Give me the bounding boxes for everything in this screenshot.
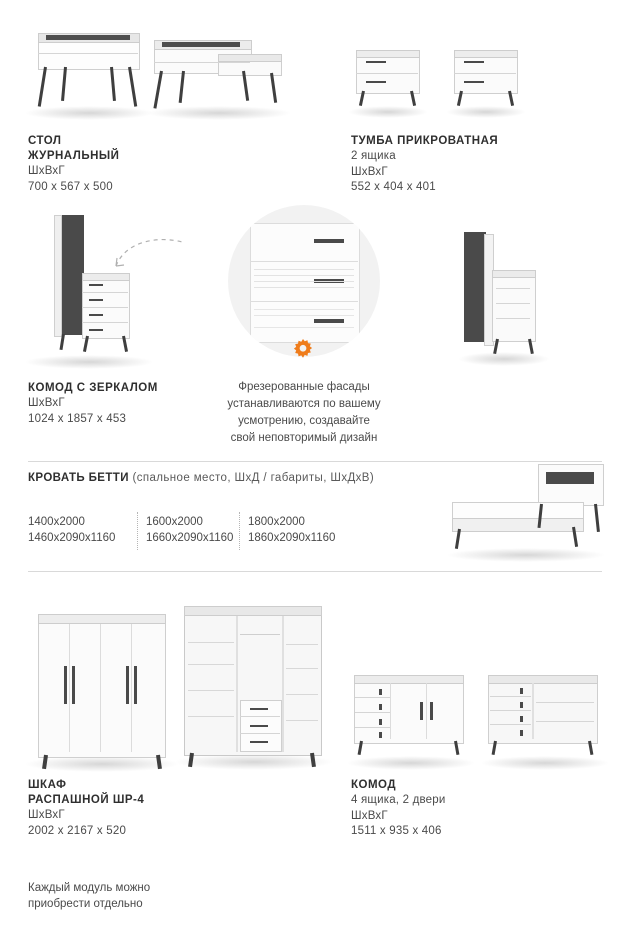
bed-divider-1 [137, 512, 138, 550]
footer-note-line-2: приобрести отдельно [28, 898, 143, 910]
coffee-table-spec-label: ШхВхГ [28, 165, 65, 177]
bed-sleeping-area-3: 1800x2000 [248, 516, 305, 528]
footer-note [28, 880, 288, 912]
wardrobe-closed-illustration [28, 610, 174, 770]
bed-section-title: КРОВАТЬ БЕТТИ [28, 472, 129, 484]
coffee-table-illustration [24, 18, 154, 118]
bed-overall-3: 1860x2090x1160 [248, 532, 336, 544]
bed-section-heading [28, 472, 508, 484]
wardrobe-title-line1: ШКАФ [28, 779, 67, 791]
dresser-with-mirror-title: КОМОД С ЗЕРКАЛОМ [28, 382, 158, 394]
dresser-with-mirror-dimensions: 1024 x 1857 x 453 [28, 412, 127, 425]
wardrobe-spec-label: ШхВхГ [28, 809, 65, 821]
caption-coffee-table [28, 134, 228, 195]
wardrobe-dimensions: 2002 x 2167 x 520 [28, 824, 127, 837]
bed-size-column-3 [248, 514, 358, 546]
chest-of-drawers-dimensions: 1511 x 935 x 406 [351, 825, 442, 837]
bed-overall-2: 1660x2090x1160 [146, 532, 234, 544]
bed-size-column-1 [28, 514, 133, 546]
bed-overall-1: 1460x2090x1160 [28, 532, 116, 544]
bed-section-subtitle: (спальное место, ШхД / габариты, ШхДхВ) [132, 472, 375, 484]
wardrobe-open-illustration [178, 604, 328, 772]
dresser-with-mirror-spec-label: ШхВхГ [28, 397, 65, 409]
bed-sleeping-area-2: 1600x2000 [146, 516, 203, 528]
coffee-table-dimensions: 700 x 567 x 500 [28, 180, 113, 193]
chest-of-drawers-title: КОМОД [351, 779, 397, 791]
bed-size-column-2 [146, 514, 251, 546]
nightstand-illustration-left [350, 48, 424, 116]
nightstand-illustration-right [448, 48, 522, 116]
caption-nightstand [351, 134, 581, 196]
bed-sleeping-area-1: 1400x2000 [28, 516, 85, 528]
bed-section-bottom-rule [28, 571, 602, 572]
nightstand-spec-label: ШхВхГ [351, 165, 388, 178]
nightstand-title: ТУМБА ПРИКРОВАТНАЯ [351, 135, 499, 147]
callout-line-1: Фрезерованные фасады [238, 381, 370, 393]
chest-of-drawers-open-illustration [484, 672, 604, 768]
bed-illustration [446, 462, 606, 562]
dresser-with-mirror-side-illustration [462, 232, 542, 362]
callout-line-2: устанавливаются по вашему [227, 398, 381, 410]
chest-of-drawers-spec-label: ШхВхГ [351, 809, 388, 822]
chest-of-drawers-subtitle: 4 ящика, 2 двери [351, 794, 446, 806]
footer-note-line-1: Каждый модуль можно [28, 882, 151, 894]
caption-wardrobe [28, 778, 248, 839]
coffee-table-title-line1: СТОЛ [28, 135, 62, 147]
nightstand-dimensions: 552 x 404 x 401 [351, 181, 436, 193]
wardrobe-title-line2: РАСПАШНОЙ ШР-4 [28, 794, 145, 806]
nightstand-subtitle: 2 ящика [351, 150, 396, 162]
callout-line-4: свой неповторимый дизайн [230, 432, 378, 444]
coffee-table-open-illustration [146, 18, 292, 118]
callout-line-3: усмотрению, создавайте [238, 415, 370, 427]
coffee-table-title-line2: ЖУРНАЛЬНЫЙ [28, 150, 120, 162]
gear-icon [290, 337, 316, 363]
caption-dresser-with-mirror [28, 381, 248, 427]
caption-chest-of-drawers [351, 778, 581, 840]
arrow-to-detail [108, 232, 188, 272]
milled-facade-detail-circle [228, 205, 380, 357]
chest-of-drawers-front-illustration [350, 672, 470, 768]
bed-divider-2 [239, 512, 240, 550]
